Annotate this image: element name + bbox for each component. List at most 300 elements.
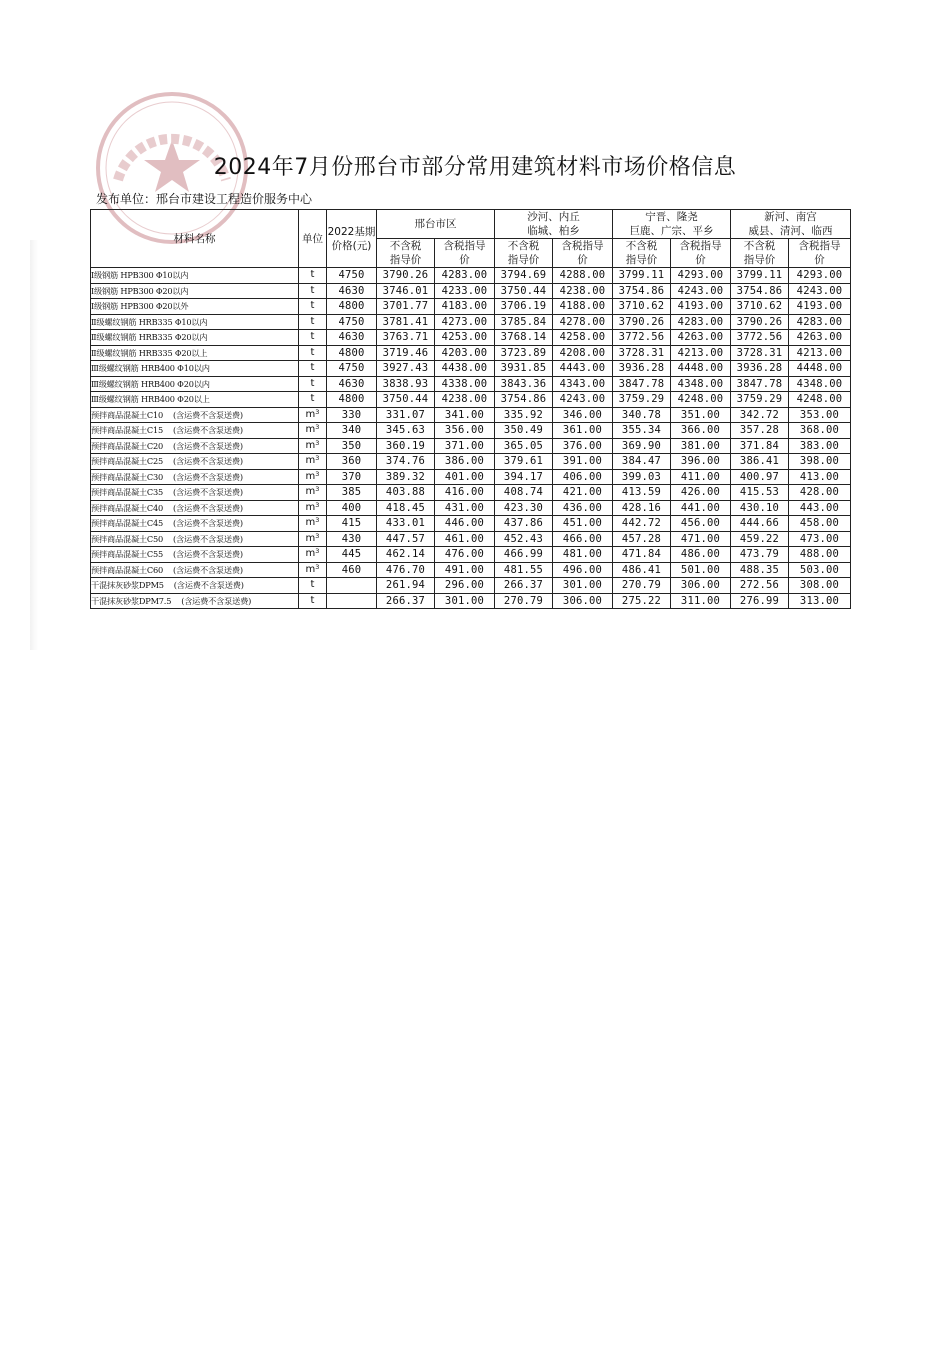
incl-tax-header-line2: 价 bbox=[814, 254, 825, 266]
base-price-cell: 340 bbox=[327, 423, 377, 439]
incl-tax-header-line1: 含税指导 bbox=[561, 240, 604, 252]
excl-tax-price-cell: 335.92 bbox=[495, 407, 553, 423]
excl-tax-price-cell: 272.56 bbox=[731, 578, 789, 594]
incl-tax-price-cell: 4438.00 bbox=[435, 361, 495, 377]
table-row bbox=[91, 283, 851, 299]
excl-tax-header-line2: 指导价 bbox=[507, 254, 540, 266]
incl-tax-price-cell: 503.00 bbox=[789, 562, 851, 578]
material-note: (含运费不含泵送费) bbox=[173, 487, 243, 498]
excl-tax-price-cell: 342.72 bbox=[731, 407, 789, 423]
material-name-cell bbox=[91, 330, 299, 346]
incl-tax-header-line2: 价 bbox=[577, 254, 588, 266]
unit-cell bbox=[299, 299, 327, 315]
material-name: Ⅱ级螺纹钢筋 HRB335 Φ20以上 bbox=[91, 347, 208, 358]
excl-tax-price-cell: 3706.19 bbox=[495, 299, 553, 315]
region-header-line1: 沙河、内丘 bbox=[527, 211, 580, 223]
incl-tax-price-cell: 371.00 bbox=[435, 438, 495, 454]
excl-tax-price-cell: 3719.46 bbox=[377, 345, 435, 361]
excl-tax-price-cell: 331.07 bbox=[377, 407, 435, 423]
excl-tax-price-cell: 452.43 bbox=[495, 531, 553, 547]
incl-tax-price-cell: 446.00 bbox=[435, 516, 495, 532]
unit-value: m bbox=[305, 486, 316, 498]
incl-tax-price-cell: 361.00 bbox=[553, 423, 613, 439]
excl-tax-price-cell: 403.88 bbox=[377, 485, 435, 501]
unit-value: m bbox=[305, 455, 316, 467]
unit-value: t bbox=[310, 579, 315, 591]
incl-tax-price-cell: 4448.00 bbox=[671, 361, 731, 377]
excl-tax-price-cell: 276.99 bbox=[731, 593, 789, 609]
excl-tax-price-cell: 3799.11 bbox=[613, 268, 671, 284]
excl-tax-price-cell: 3843.36 bbox=[495, 376, 553, 392]
excl-tax-price-cell: 3728.31 bbox=[613, 345, 671, 361]
incl-tax-price-cell: 406.00 bbox=[553, 469, 613, 485]
unit-value: m bbox=[305, 408, 316, 420]
table-row bbox=[91, 531, 851, 547]
incl-tax-price-cell: 496.00 bbox=[553, 562, 613, 578]
unit-cell bbox=[299, 516, 327, 532]
excl-tax-price-cell: 355.34 bbox=[613, 423, 671, 439]
excl-tax-price-cell: 394.17 bbox=[495, 469, 553, 485]
excl-tax-price-cell: 261.94 bbox=[377, 578, 435, 594]
incl-tax-price-cell: 4338.00 bbox=[435, 376, 495, 392]
excl-tax-price-cell: 428.16 bbox=[613, 500, 671, 516]
unit-cell bbox=[299, 500, 327, 516]
incl-tax-price-cell: 296.00 bbox=[435, 578, 495, 594]
unit-cell bbox=[299, 593, 327, 609]
base-price-cell: 400 bbox=[327, 500, 377, 516]
excl-tax-price-cell: 3790.26 bbox=[377, 268, 435, 284]
incl-tax-price-cell: 4183.00 bbox=[435, 299, 495, 315]
base-price-cell: 4800 bbox=[327, 392, 377, 408]
incl-tax-price-cell: 4213.00 bbox=[789, 345, 851, 361]
incl-tax-price-cell: 301.00 bbox=[435, 593, 495, 609]
incl-tax-header bbox=[671, 239, 731, 268]
base-price-cell: 330 bbox=[327, 407, 377, 423]
unit-superscript: 3 bbox=[315, 562, 320, 571]
region-header-line2: 威县、清河、临西 bbox=[748, 225, 833, 237]
incl-tax-price-cell: 481.00 bbox=[553, 547, 613, 563]
excl-tax-header-line2: 指导价 bbox=[743, 254, 776, 266]
unit-value: m bbox=[305, 532, 316, 544]
incl-tax-price-cell: 488.00 bbox=[789, 547, 851, 563]
excl-tax-price-cell: 3750.44 bbox=[377, 392, 435, 408]
material-name: 预拌商品混凝土C50 bbox=[91, 533, 163, 544]
excl-tax-price-cell: 413.59 bbox=[613, 485, 671, 501]
incl-tax-price-cell: 4443.00 bbox=[553, 361, 613, 377]
excl-tax-price-cell: 369.90 bbox=[613, 438, 671, 454]
material-note: (含运费不含泵送费) bbox=[173, 502, 243, 513]
incl-tax-price-cell: 4348.00 bbox=[789, 376, 851, 392]
table-row bbox=[91, 593, 851, 609]
excl-tax-price-cell: 418.45 bbox=[377, 500, 435, 516]
incl-tax-price-cell: 461.00 bbox=[435, 531, 495, 547]
incl-tax-price-cell: 4258.00 bbox=[553, 330, 613, 346]
excl-tax-price-cell: 379.61 bbox=[495, 454, 553, 470]
unit-superscript: 3 bbox=[315, 438, 320, 447]
incl-tax-price-cell: 4188.00 bbox=[553, 299, 613, 315]
material-note: (含运费不含泵送费) bbox=[173, 580, 244, 591]
excl-tax-price-cell: 476.70 bbox=[377, 562, 435, 578]
unit-superscript: 3 bbox=[315, 485, 320, 494]
incl-tax-price-cell: 413.00 bbox=[789, 469, 851, 485]
incl-tax-header-line2: 价 bbox=[459, 254, 470, 266]
table-row bbox=[91, 423, 851, 439]
table-row bbox=[91, 268, 851, 284]
base-price-cell bbox=[327, 578, 377, 594]
price-table-body bbox=[91, 268, 851, 609]
base-price-cell: 385 bbox=[327, 485, 377, 501]
incl-tax-header-line1: 含税指导 bbox=[798, 240, 841, 252]
material-name: Ⅰ级钢筋 HPB300 Φ20以外 bbox=[91, 301, 189, 312]
incl-tax-price-cell: 4203.00 bbox=[435, 345, 495, 361]
material-name-cell bbox=[91, 376, 299, 392]
excl-tax-header-line1: 不含税 bbox=[507, 240, 540, 252]
excl-tax-price-cell: 433.01 bbox=[377, 516, 435, 532]
excl-tax-price-cell: 3754.86 bbox=[613, 283, 671, 299]
region-header-line1: 宁晋、隆尧 bbox=[645, 211, 698, 223]
unit-cell bbox=[299, 469, 327, 485]
excl-tax-price-cell: 3754.86 bbox=[731, 283, 789, 299]
excl-tax-price-cell: 459.22 bbox=[731, 531, 789, 547]
material-name: 干混抹灰砂浆DPM5 bbox=[91, 580, 164, 591]
excl-tax-price-cell: 3931.85 bbox=[495, 361, 553, 377]
table-row bbox=[91, 392, 851, 408]
incl-tax-price-cell: 411.00 bbox=[671, 469, 731, 485]
incl-tax-price-cell: 368.00 bbox=[789, 423, 851, 439]
incl-tax-price-cell: 4263.00 bbox=[789, 330, 851, 346]
incl-tax-price-cell: 4213.00 bbox=[671, 345, 731, 361]
material-name: 预拌商品混凝土C30 bbox=[91, 471, 163, 482]
table-row bbox=[91, 500, 851, 516]
incl-tax-price-cell: 4193.00 bbox=[789, 299, 851, 315]
material-note: (含运费不含泵送费) bbox=[173, 456, 243, 467]
incl-tax-price-cell: 4248.00 bbox=[671, 392, 731, 408]
excl-tax-price-cell: 3759.29 bbox=[731, 392, 789, 408]
material-name: 预拌商品混凝土C55 bbox=[91, 549, 163, 560]
material-name: 预拌商品混凝土C35 bbox=[91, 487, 163, 498]
excl-tax-price-cell: 384.47 bbox=[613, 454, 671, 470]
excl-tax-price-cell: 340.78 bbox=[613, 407, 671, 423]
unit-cell bbox=[299, 423, 327, 439]
incl-tax-header bbox=[435, 239, 495, 268]
excl-tax-price-cell: 471.84 bbox=[613, 547, 671, 563]
incl-tax-price-cell: 4283.00 bbox=[789, 314, 851, 330]
material-name-cell bbox=[91, 593, 299, 609]
material-name-cell bbox=[91, 423, 299, 439]
excl-tax-price-cell: 3768.14 bbox=[495, 330, 553, 346]
incl-tax-price-cell: 451.00 bbox=[553, 516, 613, 532]
unit-value: t bbox=[310, 362, 315, 374]
base-price-cell: 4800 bbox=[327, 345, 377, 361]
incl-tax-price-cell: 4248.00 bbox=[789, 392, 851, 408]
material-note: (含运费不含泵送费) bbox=[181, 595, 252, 606]
material-name-cell bbox=[91, 361, 299, 377]
excl-tax-price-cell: 371.84 bbox=[731, 438, 789, 454]
excl-tax-price-cell: 3763.71 bbox=[377, 330, 435, 346]
base-price-header-line1: 2022基期 bbox=[327, 225, 376, 238]
unit-cell bbox=[299, 376, 327, 392]
material-name: Ⅲ级螺纹钢筋 HRB400 Φ20以内 bbox=[91, 378, 210, 389]
incl-tax-price-cell: 398.00 bbox=[789, 454, 851, 470]
material-note: (含运费不含泵送费) bbox=[173, 471, 243, 482]
material-note: (含运费不含泵送费) bbox=[173, 425, 243, 436]
material-name: Ⅲ级螺纹钢筋 HRB400 Φ10以内 bbox=[91, 363, 210, 374]
base-price-cell: 445 bbox=[327, 547, 377, 563]
excl-tax-price-cell: 3799.11 bbox=[731, 268, 789, 284]
unit-value: t bbox=[310, 346, 315, 358]
unit-superscript: 3 bbox=[315, 407, 320, 416]
unit-value: t bbox=[310, 377, 315, 389]
region-header-line2: 临城、柏乡 bbox=[527, 225, 580, 237]
header-row-regions bbox=[91, 210, 851, 239]
unit-cell bbox=[299, 531, 327, 547]
unit-cell bbox=[299, 438, 327, 454]
material-note: (含运费不含泵送费) bbox=[173, 518, 243, 529]
incl-tax-header bbox=[789, 239, 851, 268]
material-name: 预拌商品混凝土C60 bbox=[91, 564, 163, 575]
region-header-xingtai bbox=[377, 210, 495, 239]
material-name-cell bbox=[91, 485, 299, 501]
excl-tax-price-cell: 486.41 bbox=[613, 562, 671, 578]
incl-tax-price-cell: 426.00 bbox=[671, 485, 731, 501]
incl-tax-price-cell: 416.00 bbox=[435, 485, 495, 501]
incl-tax-price-cell: 4263.00 bbox=[671, 330, 731, 346]
material-name-cell bbox=[91, 516, 299, 532]
excl-tax-header-line1: 不含税 bbox=[389, 240, 422, 252]
base-price-cell: 4750 bbox=[327, 268, 377, 284]
excl-tax-price-cell: 3710.62 bbox=[731, 299, 789, 315]
excl-tax-price-cell: 3790.26 bbox=[613, 314, 671, 330]
material-name: Ⅰ级钢筋 HPB300 Φ20以内 bbox=[91, 285, 189, 296]
table-row bbox=[91, 407, 851, 423]
material-name-header: 材料名称 bbox=[91, 210, 299, 268]
material-name: 预拌商品混凝土C10 bbox=[91, 409, 163, 420]
excl-tax-price-cell: 444.66 bbox=[731, 516, 789, 532]
table-row bbox=[91, 330, 851, 346]
unit-cell bbox=[299, 330, 327, 346]
excl-tax-price-cell: 462.14 bbox=[377, 547, 435, 563]
incl-tax-price-cell: 383.00 bbox=[789, 438, 851, 454]
excl-tax-price-cell: 3927.43 bbox=[377, 361, 435, 377]
incl-tax-price-cell: 313.00 bbox=[789, 593, 851, 609]
incl-tax-price-cell: 491.00 bbox=[435, 562, 495, 578]
excl-tax-price-cell: 3838.93 bbox=[377, 376, 435, 392]
material-name-cell bbox=[91, 578, 299, 594]
material-name-cell bbox=[91, 283, 299, 299]
incl-tax-price-cell: 4278.00 bbox=[553, 314, 613, 330]
unit-value: t bbox=[310, 393, 315, 405]
excl-tax-price-cell: 442.72 bbox=[613, 516, 671, 532]
base-price-cell bbox=[327, 593, 377, 609]
excl-tax-price-cell: 3701.77 bbox=[377, 299, 435, 315]
material-name-cell bbox=[91, 500, 299, 516]
incl-tax-price-cell: 308.00 bbox=[789, 578, 851, 594]
material-name: 预拌商品混凝土C45 bbox=[91, 518, 163, 529]
excl-tax-price-cell: 400.97 bbox=[731, 469, 789, 485]
excl-tax-price-cell: 447.57 bbox=[377, 531, 435, 547]
incl-tax-price-cell: 356.00 bbox=[435, 423, 495, 439]
unit-value: m bbox=[305, 563, 316, 575]
incl-tax-price-cell: 306.00 bbox=[553, 593, 613, 609]
unit-value: m bbox=[305, 439, 316, 451]
incl-tax-price-cell: 4273.00 bbox=[435, 314, 495, 330]
incl-tax-price-cell: 346.00 bbox=[553, 407, 613, 423]
base-price-cell: 4630 bbox=[327, 330, 377, 346]
unit-cell bbox=[299, 454, 327, 470]
incl-tax-price-cell: 4293.00 bbox=[671, 268, 731, 284]
material-name: 预拌商品混凝土C20 bbox=[91, 440, 163, 451]
material-name-cell bbox=[91, 299, 299, 315]
excl-tax-price-cell: 3710.62 bbox=[613, 299, 671, 315]
excl-tax-price-cell: 3847.78 bbox=[613, 376, 671, 392]
incl-tax-price-cell: 386.00 bbox=[435, 454, 495, 470]
excl-tax-price-cell: 430.10 bbox=[731, 500, 789, 516]
incl-tax-price-cell: 401.00 bbox=[435, 469, 495, 485]
unit-value: m bbox=[305, 470, 316, 482]
excl-tax-price-cell: 3785.84 bbox=[495, 314, 553, 330]
table-row bbox=[91, 469, 851, 485]
excl-tax-header bbox=[495, 239, 553, 268]
incl-tax-price-cell: 4343.00 bbox=[553, 376, 613, 392]
unit-header: 单位 bbox=[299, 210, 327, 268]
material-name-cell bbox=[91, 547, 299, 563]
unit-cell bbox=[299, 392, 327, 408]
incl-tax-price-cell: 4348.00 bbox=[671, 376, 731, 392]
incl-tax-price-cell: 466.00 bbox=[553, 531, 613, 547]
unit-superscript: 3 bbox=[315, 454, 320, 463]
publisher-line: 发布单位：邢台市建设工程造价服务中心 bbox=[96, 192, 313, 206]
excl-tax-price-cell: 481.55 bbox=[495, 562, 553, 578]
excl-tax-price-cell: 399.03 bbox=[613, 469, 671, 485]
incl-tax-price-cell: 4283.00 bbox=[671, 314, 731, 330]
base-price-cell: 350 bbox=[327, 438, 377, 454]
incl-tax-price-cell: 341.00 bbox=[435, 407, 495, 423]
unit-value: m bbox=[305, 424, 316, 436]
region-header-ningjin bbox=[613, 210, 731, 239]
incl-tax-price-cell: 306.00 bbox=[671, 578, 731, 594]
unit-value: t bbox=[310, 300, 315, 312]
excl-tax-price-cell: 266.37 bbox=[495, 578, 553, 594]
excl-tax-header-line1: 不含税 bbox=[743, 240, 776, 252]
incl-tax-header-line2: 价 bbox=[695, 254, 706, 266]
incl-tax-price-cell: 428.00 bbox=[789, 485, 851, 501]
excl-tax-header bbox=[613, 239, 671, 268]
excl-tax-price-cell: 360.19 bbox=[377, 438, 435, 454]
incl-tax-price-cell: 353.00 bbox=[789, 407, 851, 423]
excl-tax-price-cell: 3772.56 bbox=[731, 330, 789, 346]
base-price-cell: 4630 bbox=[327, 376, 377, 392]
incl-tax-price-cell: 366.00 bbox=[671, 423, 731, 439]
material-name-cell bbox=[91, 562, 299, 578]
incl-tax-price-cell: 376.00 bbox=[553, 438, 613, 454]
excl-tax-price-cell: 3728.31 bbox=[731, 345, 789, 361]
incl-tax-price-cell: 458.00 bbox=[789, 516, 851, 532]
incl-tax-price-cell: 431.00 bbox=[435, 500, 495, 516]
unit-superscript: 3 bbox=[315, 516, 320, 525]
unit-cell bbox=[299, 314, 327, 330]
table-row bbox=[91, 314, 851, 330]
excl-tax-price-cell: 3781.41 bbox=[377, 314, 435, 330]
unit-value: m bbox=[305, 501, 316, 513]
base-price-cell: 415 bbox=[327, 516, 377, 532]
material-name-cell bbox=[91, 314, 299, 330]
unit-value: t bbox=[310, 269, 315, 281]
incl-tax-price-cell: 486.00 bbox=[671, 547, 731, 563]
base-price-cell: 430 bbox=[327, 531, 377, 547]
table-row bbox=[91, 578, 851, 594]
excl-tax-price-cell: 357.28 bbox=[731, 423, 789, 439]
material-name-cell bbox=[91, 268, 299, 284]
incl-tax-price-cell: 456.00 bbox=[671, 516, 731, 532]
incl-tax-price-cell: 4193.00 bbox=[671, 299, 731, 315]
material-note: (含运费不含泵送费) bbox=[173, 549, 243, 560]
excl-tax-price-cell: 3847.78 bbox=[731, 376, 789, 392]
unit-superscript: 3 bbox=[315, 500, 320, 509]
incl-tax-price-cell: 4253.00 bbox=[435, 330, 495, 346]
table-row bbox=[91, 438, 851, 454]
incl-tax-price-cell: 391.00 bbox=[553, 454, 613, 470]
unit-value: m bbox=[305, 517, 316, 529]
table-row bbox=[91, 562, 851, 578]
excl-tax-price-cell: 3794.69 bbox=[495, 268, 553, 284]
material-name-cell bbox=[91, 392, 299, 408]
excl-tax-header-line2: 指导价 bbox=[389, 254, 422, 266]
excl-tax-price-cell: 423.30 bbox=[495, 500, 553, 516]
table-row bbox=[91, 299, 851, 315]
incl-tax-price-cell: 471.00 bbox=[671, 531, 731, 547]
unit-cell bbox=[299, 345, 327, 361]
table-row bbox=[91, 454, 851, 470]
unit-superscript: 3 bbox=[315, 531, 320, 540]
unit-cell bbox=[299, 578, 327, 594]
material-note: (含运费不含泵送费) bbox=[173, 564, 243, 575]
excl-tax-header-line1: 不含税 bbox=[625, 240, 658, 252]
excl-tax-price-cell: 389.32 bbox=[377, 469, 435, 485]
material-name: 预拌商品混凝土C15 bbox=[91, 425, 163, 436]
excl-tax-price-cell: 275.22 bbox=[613, 593, 671, 609]
table-row bbox=[91, 376, 851, 392]
incl-tax-price-cell: 4283.00 bbox=[435, 268, 495, 284]
material-name-cell bbox=[91, 345, 299, 361]
incl-tax-price-cell: 4238.00 bbox=[553, 283, 613, 299]
unit-superscript: 3 bbox=[315, 547, 320, 556]
base-price-cell: 4750 bbox=[327, 361, 377, 377]
material-name: 预拌商品混凝土C25 bbox=[91, 456, 163, 467]
excl-tax-price-cell: 457.28 bbox=[613, 531, 671, 547]
material-name: Ⅱ级螺纹钢筋 HRB335 Φ10以内 bbox=[91, 316, 208, 327]
unit-value: m bbox=[305, 548, 316, 560]
incl-tax-price-cell: 501.00 bbox=[671, 562, 731, 578]
incl-tax-price-cell: 4208.00 bbox=[553, 345, 613, 361]
excl-tax-header bbox=[377, 239, 435, 268]
unit-value: t bbox=[310, 594, 315, 606]
unit-cell bbox=[299, 361, 327, 377]
incl-tax-price-cell: 4233.00 bbox=[435, 283, 495, 299]
excl-tax-header bbox=[731, 239, 789, 268]
excl-tax-price-cell: 415.53 bbox=[731, 485, 789, 501]
excl-tax-price-cell: 3746.01 bbox=[377, 283, 435, 299]
incl-tax-price-cell: 436.00 bbox=[553, 500, 613, 516]
table-row bbox=[91, 547, 851, 563]
excl-tax-price-cell: 3936.28 bbox=[731, 361, 789, 377]
region-header-line1: 邢台市区 bbox=[414, 218, 457, 230]
table-row bbox=[91, 345, 851, 361]
unit-cell bbox=[299, 485, 327, 501]
material-name-cell bbox=[91, 531, 299, 547]
unit-cell bbox=[299, 283, 327, 299]
price-table bbox=[90, 209, 851, 609]
incl-tax-price-cell: 4243.00 bbox=[553, 392, 613, 408]
